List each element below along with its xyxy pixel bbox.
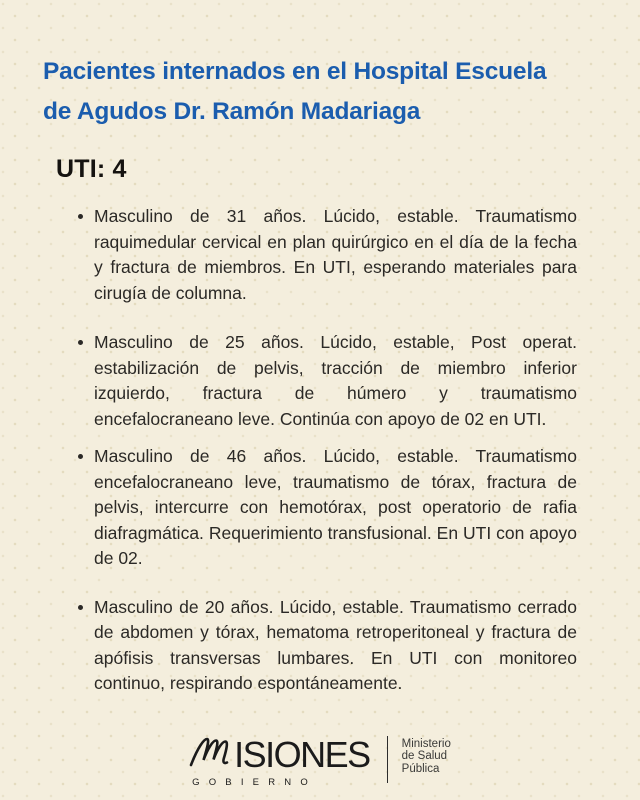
ministry-line: Pública [401, 762, 440, 775]
misiones-logo [189, 731, 370, 788]
ministry-label [402, 738, 451, 782]
footer [0, 731, 640, 788]
patient-item: Masculino de 46 años. Lúcido, estable. Traumatismo encefalocraneano leve, traumatismo de tórax, fractura de pelvis, intercurre con hemotórax, post operatorio de rafia diafragmática. Requerimiento transfusional. En UTI con apoyo de 02. [94, 444, 577, 572]
misiones-wordmark: ISIONES [234, 734, 370, 775]
page-title-line-1: Pacientes internados en el Hospital Escuela [43, 58, 547, 85]
ministry-line: de Salud [401, 750, 448, 763]
page-title-line-2: de Agudos Dr. Ramón Madariaga [43, 98, 421, 125]
logo-divider [387, 736, 388, 783]
patient-item: Masculino de 20 años. Lúcido, estable. Traumatismo cerrado de abdomen y tórax, hematoma retroperitoneal y fractura de apófisis transversas lumbares. En UTI con monitoreo continuo, respirando espontáneamente. [94, 595, 577, 697]
patient-list [0, 204, 640, 697]
script-m-icon [189, 734, 235, 773]
ministry-line: Ministerio [401, 737, 451, 750]
patient-item: Masculino de 31 años. Lúcido, estable. Traumatismo raquimedular cervical en plan quirúrgico en el día de la fecha y fractura de miembros. En UTI, esperando materiales para cirugía de columna. [94, 204, 577, 306]
uti-count-heading: UTI: 4 [56, 155, 127, 183]
patient-item: Masculino de 25 años. Lúcido, estable, Post operat. estabilización de pelvis, tracción de miembro inferior izquierdo, fractura de húmero y traumatismo encefalocraneano leve. Continúa con apoyo de 02 en UTI. [94, 330, 577, 432]
page-title [0, 0, 640, 132]
misiones-wordmark-row [189, 731, 370, 775]
gobierno-label: GOBIERNO [192, 777, 317, 788]
